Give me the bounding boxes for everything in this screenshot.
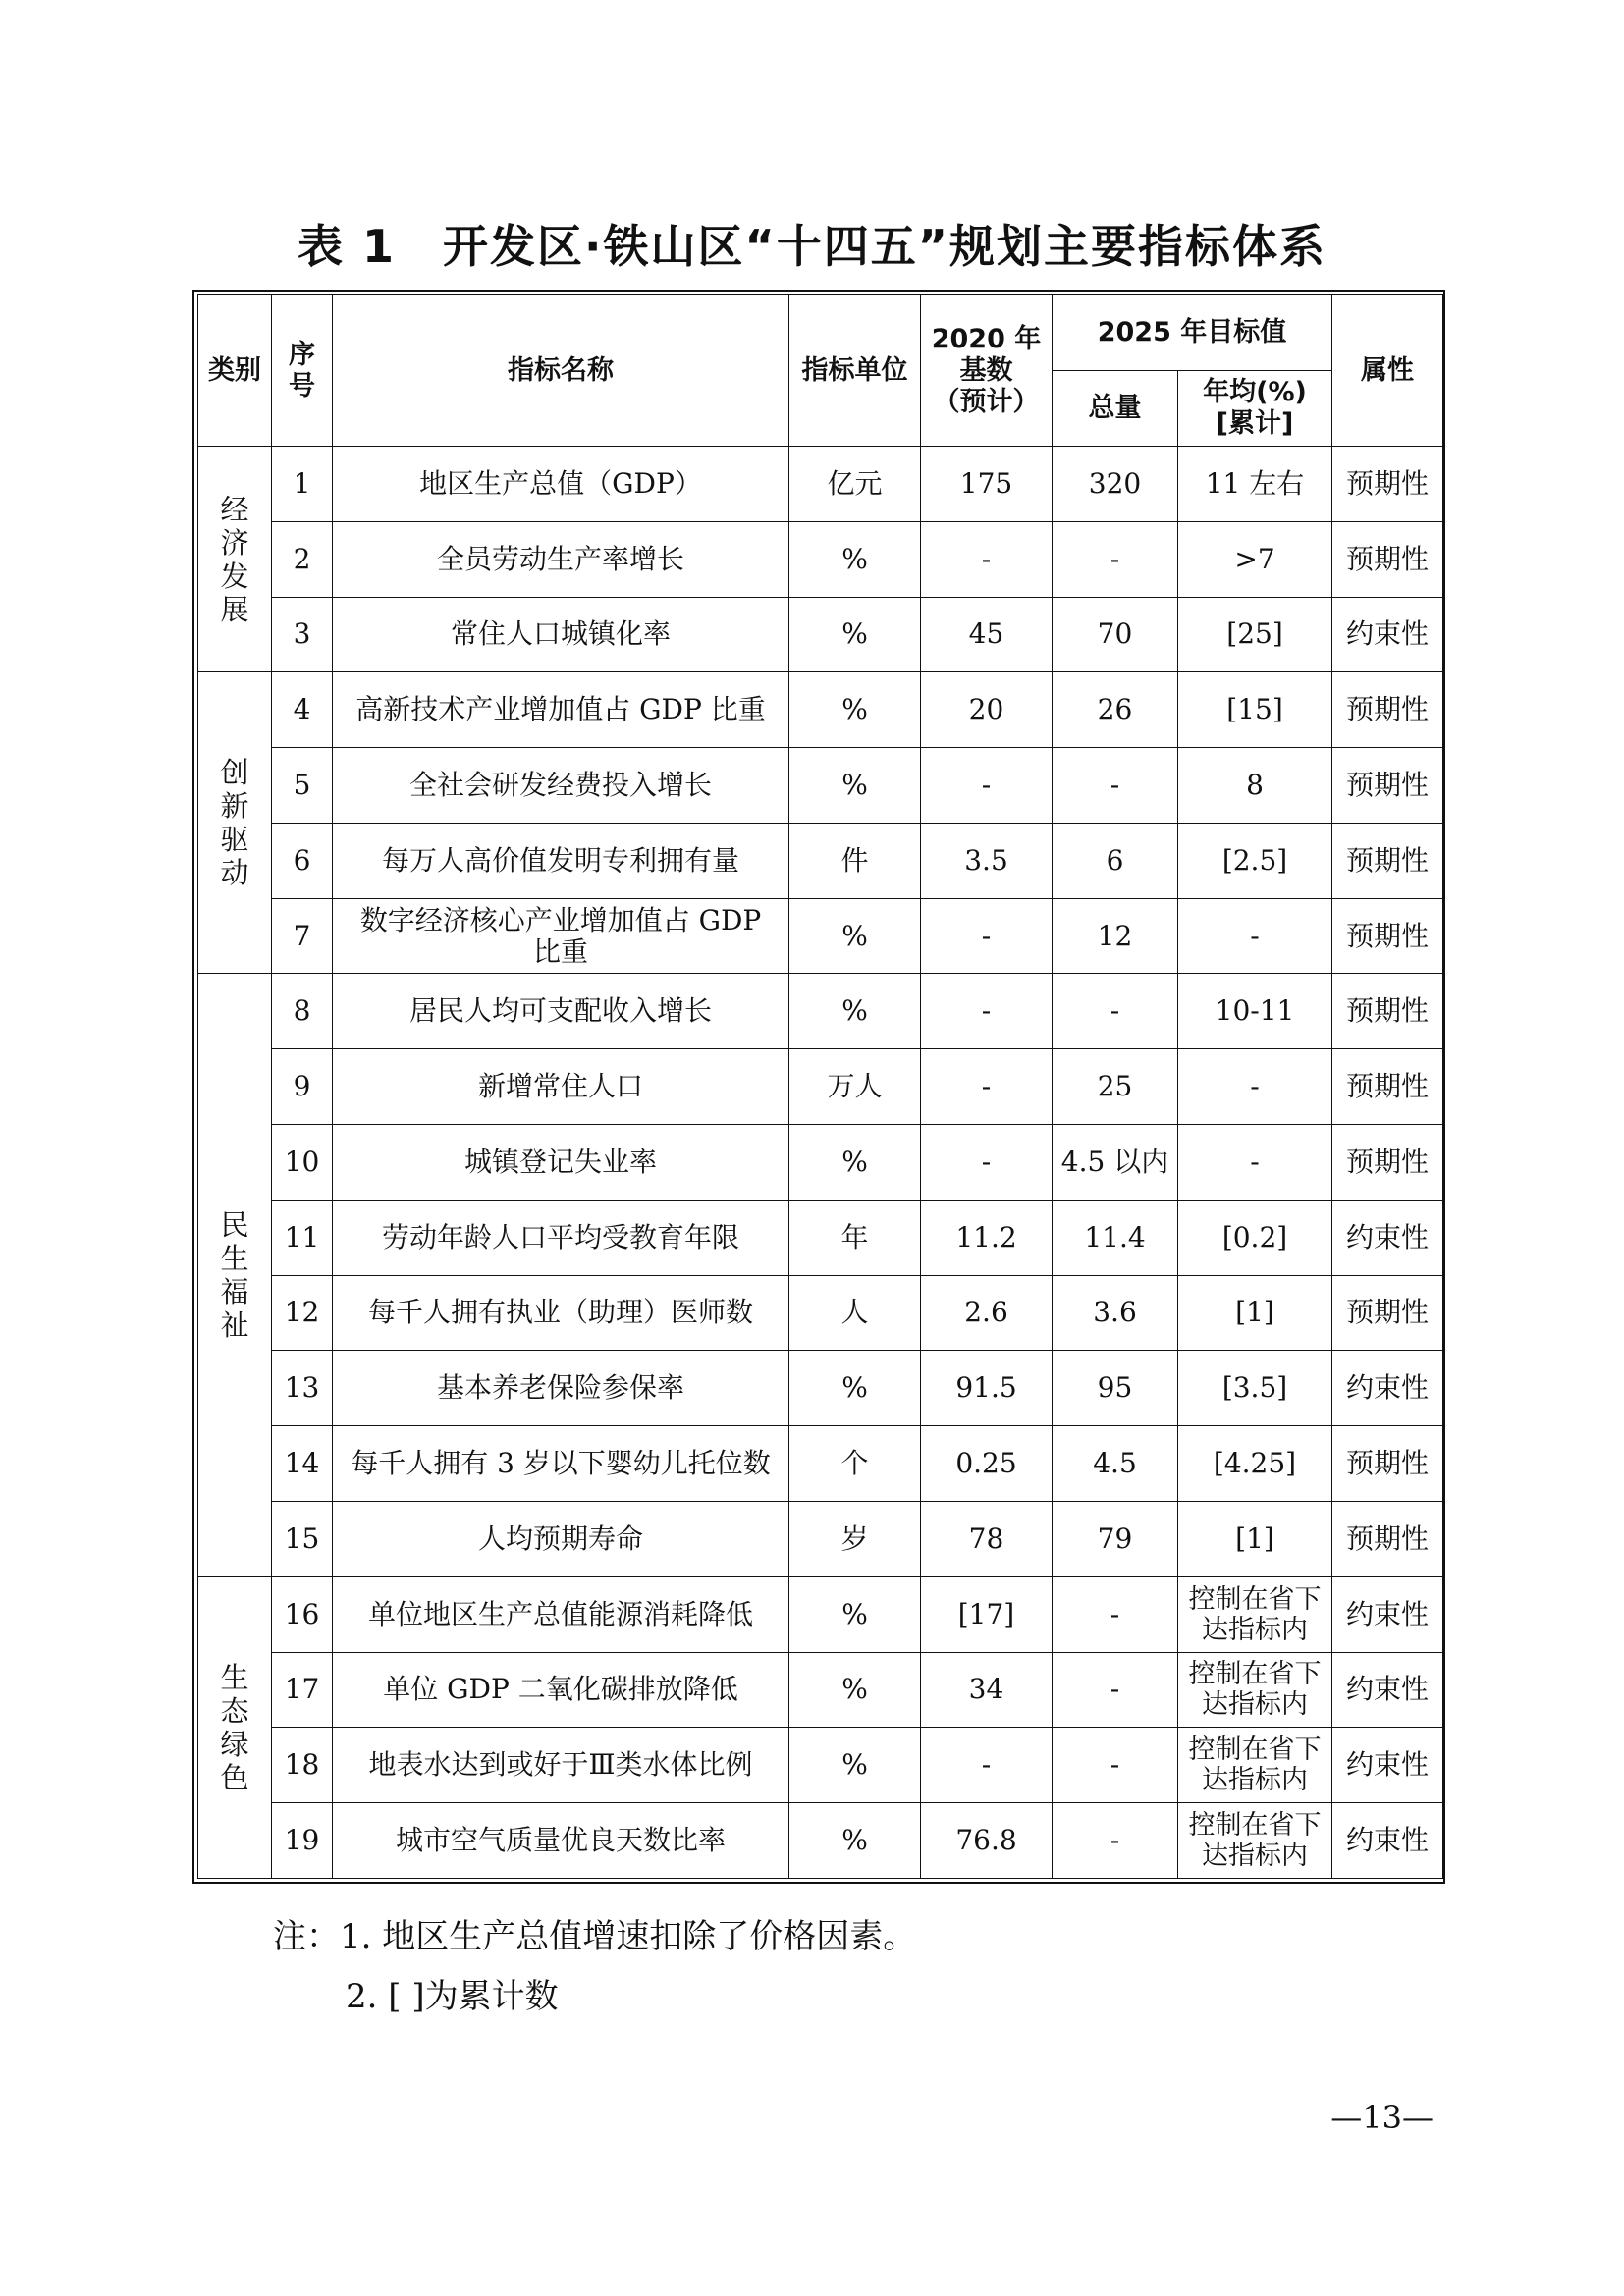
seq-cell: 3 xyxy=(272,597,333,672)
table-row xyxy=(198,1576,1443,1652)
unit-cell: % xyxy=(789,898,921,974)
table-row xyxy=(198,1652,1443,1728)
name-cell: 常住人口城镇化率 xyxy=(333,597,789,672)
total-cell: - xyxy=(1053,1803,1178,1879)
category-cell: 经济发展 xyxy=(198,447,272,672)
name-cell: 全员劳动生产率增长 xyxy=(333,521,789,597)
total-cell: - xyxy=(1053,1576,1178,1652)
name-cell: 居民人均可支配收入增长 xyxy=(333,974,789,1049)
table-row xyxy=(198,1275,1443,1351)
annual-cell: 10-11 xyxy=(1178,974,1332,1049)
note-line-2: 2. [ ]为累计数 xyxy=(346,1977,559,2016)
attr-cell: 预期性 xyxy=(1332,672,1443,748)
seq-cell: 12 xyxy=(272,1275,333,1351)
attr-cell: 约束性 xyxy=(1332,597,1443,672)
seq-cell: 15 xyxy=(272,1501,333,1576)
unit-cell: % xyxy=(789,974,921,1049)
total-cell: 26 xyxy=(1053,672,1178,748)
annual-cell: [2.5] xyxy=(1178,823,1332,898)
unit-cell: 件 xyxy=(789,823,921,898)
attr-cell: 预期性 xyxy=(1332,521,1443,597)
annual-cell: [1] xyxy=(1178,1501,1332,1576)
unit-cell: 万人 xyxy=(789,1049,921,1125)
col-header-name: 指标名称 xyxy=(333,295,789,447)
unit-cell: 亿元 xyxy=(789,447,921,522)
table-row xyxy=(198,521,1443,597)
name-cell: 全社会研发经费投入增长 xyxy=(333,748,789,824)
seq-cell: 5 xyxy=(272,748,333,824)
base-cell: [17] xyxy=(921,1576,1053,1652)
seq-cell: 10 xyxy=(272,1125,333,1201)
annual-cell: [4.25] xyxy=(1178,1426,1332,1502)
unit-cell: % xyxy=(789,1803,921,1879)
annual-cell: 11 左右 xyxy=(1178,447,1332,522)
total-cell: 95 xyxy=(1053,1351,1178,1426)
seq-cell: 18 xyxy=(272,1728,333,1803)
col-header-target: 2025 年目标值 xyxy=(1053,295,1332,371)
seq-cell: 11 xyxy=(272,1200,333,1275)
base-cell: 175 xyxy=(921,447,1053,522)
note-line-1: 注：1. 地区生产总值增速扣除了价格因素。 xyxy=(273,1917,917,1956)
name-cell: 地表水达到或好于Ⅲ类水体比例 xyxy=(333,1728,789,1803)
category-cell: 创新驱动 xyxy=(198,672,272,974)
seq-cell: 16 xyxy=(272,1576,333,1652)
base-cell: - xyxy=(921,1049,1053,1125)
col-header-seq: 序号 xyxy=(272,295,333,447)
annual-cell: [15] xyxy=(1178,672,1332,748)
base-cell: - xyxy=(921,748,1053,824)
page-title: 表 1 开发区·铁山区“十四五”规划主要指标体系 xyxy=(298,220,1326,273)
table-row xyxy=(198,974,1443,1049)
attr-cell: 预期性 xyxy=(1332,974,1443,1049)
unit-cell: % xyxy=(789,521,921,597)
name-cell: 数字经济核心产业增加值占 GDP 比重 xyxy=(333,898,789,974)
base-cell: 0.25 xyxy=(921,1426,1053,1502)
name-cell: 每万人高价值发明专利拥有量 xyxy=(333,823,789,898)
seq-cell: 19 xyxy=(272,1803,333,1879)
base-cell: 2.6 xyxy=(921,1275,1053,1351)
table-row xyxy=(198,1351,1443,1426)
table-row xyxy=(198,823,1443,898)
name-cell: 单位地区生产总值能源消耗降低 xyxy=(333,1576,789,1652)
annual-cell: - xyxy=(1178,898,1332,974)
table-row xyxy=(198,1501,1443,1576)
col-header-annual: 年均(%) [累计] xyxy=(1178,371,1332,447)
page-number: —13— xyxy=(1330,2099,1434,2136)
total-cell: 25 xyxy=(1053,1049,1178,1125)
seq-cell: 7 xyxy=(272,898,333,974)
attr-cell: 预期性 xyxy=(1332,1275,1443,1351)
total-cell: 6 xyxy=(1053,823,1178,898)
table-row xyxy=(198,1049,1443,1125)
attr-cell: 约束性 xyxy=(1332,1652,1443,1728)
base-cell: 45 xyxy=(921,597,1053,672)
total-cell: 320 xyxy=(1053,447,1178,522)
attr-cell: 预期性 xyxy=(1332,1501,1443,1576)
unit-cell: % xyxy=(789,1728,921,1803)
seq-cell: 13 xyxy=(272,1351,333,1426)
unit-cell: 个 xyxy=(789,1426,921,1502)
seq-cell: 2 xyxy=(272,521,333,597)
total-cell: - xyxy=(1053,521,1178,597)
base-cell: 34 xyxy=(921,1652,1053,1728)
unit-cell: % xyxy=(789,672,921,748)
base-cell: 78 xyxy=(921,1501,1053,1576)
unit-cell: % xyxy=(789,748,921,824)
table-row xyxy=(198,1728,1443,1803)
name-cell: 基本养老保险参保率 xyxy=(333,1351,789,1426)
base-cell: - xyxy=(921,898,1053,974)
annual-cell: 控制在省下达指标内 xyxy=(1178,1576,1332,1652)
unit-cell: 人 xyxy=(789,1275,921,1351)
name-cell: 高新技术产业增加值占 GDP 比重 xyxy=(333,672,789,748)
annual-cell: 控制在省下达指标内 xyxy=(1178,1728,1332,1803)
total-cell: 12 xyxy=(1053,898,1178,974)
attr-cell: 预期性 xyxy=(1332,823,1443,898)
annual-cell: [25] xyxy=(1178,597,1332,672)
attr-cell: 约束性 xyxy=(1332,1728,1443,1803)
seq-cell: 6 xyxy=(272,823,333,898)
seq-cell: 4 xyxy=(272,672,333,748)
seq-cell: 8 xyxy=(272,974,333,1049)
name-cell: 劳动年龄人口平均受教育年限 xyxy=(333,1200,789,1275)
base-cell: 76.8 xyxy=(921,1803,1053,1879)
base-cell: - xyxy=(921,1125,1053,1201)
seq-cell: 17 xyxy=(272,1652,333,1728)
annual-cell: 控制在省下达指标内 xyxy=(1178,1652,1332,1728)
base-cell: - xyxy=(921,1728,1053,1803)
attr-cell: 预期性 xyxy=(1332,1426,1443,1502)
total-cell: 4.5 xyxy=(1053,1426,1178,1502)
attr-cell: 预期性 xyxy=(1332,1049,1443,1125)
category-cell: 生态绿色 xyxy=(198,1576,272,1878)
total-cell: - xyxy=(1053,1728,1178,1803)
table-row xyxy=(198,1426,1443,1502)
unit-cell: % xyxy=(789,1351,921,1426)
unit-cell: 年 xyxy=(789,1200,921,1275)
seq-cell: 14 xyxy=(272,1426,333,1502)
table-row xyxy=(198,748,1443,824)
name-cell: 人均预期寿命 xyxy=(333,1501,789,1576)
attr-cell: 约束性 xyxy=(1332,1576,1443,1652)
annual-cell: 控制在省下达指标内 xyxy=(1178,1803,1332,1879)
col-header-unit: 指标单位 xyxy=(789,295,921,447)
total-cell: 70 xyxy=(1053,597,1178,672)
table-row xyxy=(198,1803,1443,1879)
indicator-table xyxy=(197,294,1443,1879)
col-header-attr: 属性 xyxy=(1332,295,1443,447)
name-cell: 每千人拥有 3 岁以下婴幼儿托位数 xyxy=(333,1426,789,1502)
base-cell: 11.2 xyxy=(921,1200,1053,1275)
annual-cell: - xyxy=(1178,1049,1332,1125)
unit-cell: 岁 xyxy=(789,1501,921,1576)
name-cell: 每千人拥有执业（助理）医师数 xyxy=(333,1275,789,1351)
table-row xyxy=(198,597,1443,672)
attr-cell: 预期性 xyxy=(1332,898,1443,974)
unit-cell: % xyxy=(789,1652,921,1728)
base-cell: 20 xyxy=(921,672,1053,748)
table-row xyxy=(198,672,1443,748)
indicator-table-frame xyxy=(192,290,1445,1884)
total-cell: - xyxy=(1053,1652,1178,1728)
name-cell: 城市空气质量优良天数比率 xyxy=(333,1803,789,1879)
base-cell: - xyxy=(921,974,1053,1049)
category-cell: 民生福祉 xyxy=(198,974,272,1576)
total-cell: 4.5 以内 xyxy=(1053,1125,1178,1201)
total-cell: - xyxy=(1053,974,1178,1049)
name-cell: 城镇登记失业率 xyxy=(333,1125,789,1201)
annual-cell: [3.5] xyxy=(1178,1351,1332,1426)
col-header-total: 总量 xyxy=(1053,371,1178,447)
seq-cell: 1 xyxy=(272,447,333,522)
seq-cell: 9 xyxy=(272,1049,333,1125)
name-cell: 地区生产总值（GDP） xyxy=(333,447,789,522)
annual-cell: >7 xyxy=(1178,521,1332,597)
table-row xyxy=(198,898,1443,974)
total-cell: 79 xyxy=(1053,1501,1178,1576)
annual-cell: - xyxy=(1178,1125,1332,1201)
annual-cell: 8 xyxy=(1178,748,1332,824)
attr-cell: 预期性 xyxy=(1332,748,1443,824)
annual-cell: [1] xyxy=(1178,1275,1332,1351)
name-cell: 新增常住人口 xyxy=(333,1049,789,1125)
table-row xyxy=(198,447,1443,522)
col-header-category: 类别 xyxy=(198,295,272,447)
total-cell: 3.6 xyxy=(1053,1275,1178,1351)
base-cell: 91.5 xyxy=(921,1351,1053,1426)
table-row xyxy=(198,1200,1443,1275)
col-header-base: 2020 年 基数 （预计） xyxy=(921,295,1053,447)
attr-cell: 预期性 xyxy=(1332,1125,1443,1201)
unit-cell: % xyxy=(789,1125,921,1201)
name-cell: 单位 GDP 二氧化碳排放降低 xyxy=(333,1652,789,1728)
attr-cell: 约束性 xyxy=(1332,1351,1443,1426)
annual-cell: [0.2] xyxy=(1178,1200,1332,1275)
attr-cell: 约束性 xyxy=(1332,1803,1443,1879)
attr-cell: 预期性 xyxy=(1332,447,1443,522)
unit-cell: % xyxy=(789,597,921,672)
table-row xyxy=(198,1125,1443,1201)
unit-cell: % xyxy=(789,1576,921,1652)
base-cell: - xyxy=(921,521,1053,597)
base-cell: 3.5 xyxy=(921,823,1053,898)
total-cell: 11.4 xyxy=(1053,1200,1178,1275)
total-cell: - xyxy=(1053,748,1178,824)
attr-cell: 约束性 xyxy=(1332,1200,1443,1275)
